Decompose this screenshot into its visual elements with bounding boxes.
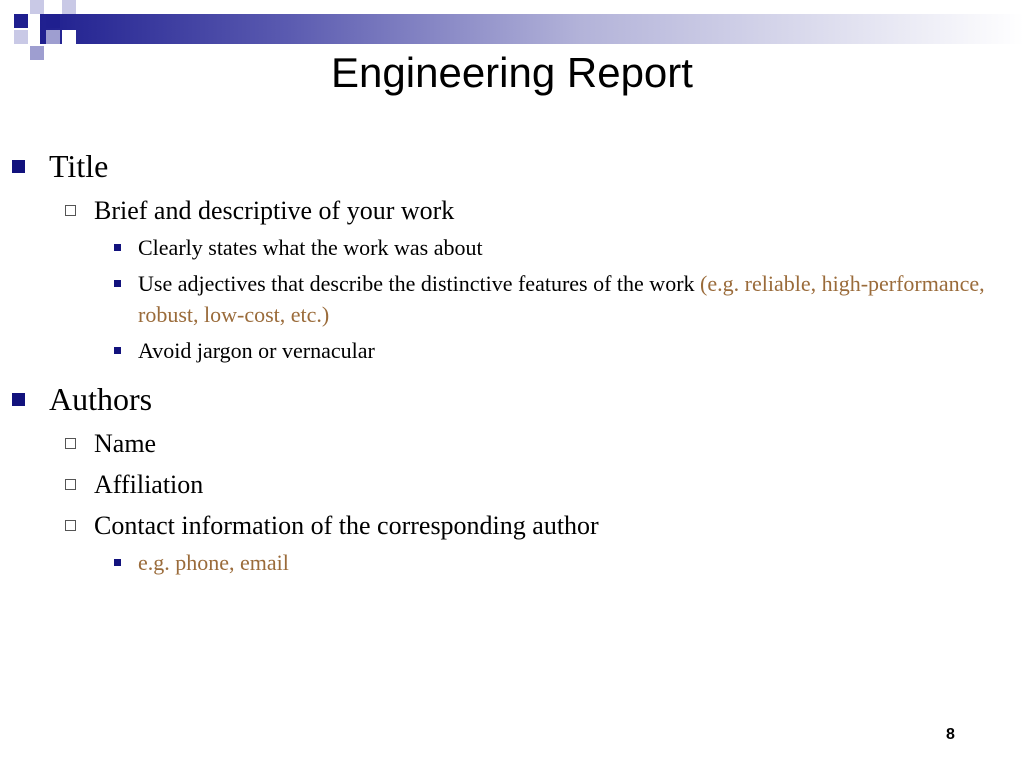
deco-square	[62, 0, 76, 14]
sub-bullet-contact	[12, 509, 1002, 542]
point-use-adjectives-examples: (e.g. reliable, high-performance, robust, low-cost, etc.)	[138, 271, 985, 327]
small-square-bullet-icon	[114, 347, 121, 354]
page-number: 8	[946, 726, 955, 743]
hollow-square-bullet-icon	[65, 479, 76, 490]
point-contact-example-text: e.g. phone, email	[138, 550, 289, 575]
small-square-bullet-icon	[114, 244, 121, 251]
deco-square	[30, 0, 44, 14]
point-clearly-states	[12, 232, 1002, 263]
sub-bullet-brief	[12, 194, 1002, 227]
bullet-authors-text: Authors	[49, 381, 153, 417]
deco-square	[46, 14, 60, 28]
point-use-adjectives-text: Use adjectives that describe the distinctive features of the work	[138, 271, 701, 296]
bullet-title	[12, 146, 1002, 186]
sub-bullet-affiliation	[12, 468, 1002, 501]
deco-square	[14, 30, 28, 44]
sub-bullet-contact-text: Contact information of the corresponding author	[94, 511, 599, 540]
hollow-square-bullet-icon	[65, 205, 76, 216]
point-avoid-jargon	[12, 335, 1002, 366]
sub-bullet-brief-text: Brief and descriptive of your work	[94, 196, 455, 225]
sub-bullet-affiliation-text: Affiliation	[94, 470, 204, 499]
hollow-square-bullet-icon	[65, 438, 76, 449]
deco-square	[14, 14, 28, 28]
deco-square	[62, 30, 76, 44]
small-square-bullet-icon	[114, 559, 121, 566]
sub-bullet-name-text: Name	[94, 429, 157, 458]
point-clearly-states-text: Clearly states what the work was about	[138, 235, 483, 260]
point-use-adjectives	[12, 268, 1002, 330]
hollow-square-bullet-icon	[65, 520, 76, 531]
bullet-authors	[12, 379, 1002, 419]
header-gradient-bar	[40, 14, 1024, 44]
slide-content	[12, 146, 1002, 578]
sub-bullet-name	[12, 427, 1002, 460]
point-avoid-jargon-text: Avoid jargon or vernacular	[138, 338, 375, 363]
deco-square	[46, 30, 60, 44]
square-bullet-icon	[12, 393, 25, 406]
square-bullet-icon	[12, 160, 25, 173]
slide-title: Engineering Report	[331, 49, 693, 96]
small-square-bullet-icon	[114, 280, 121, 287]
bullet-title-text: Title	[49, 148, 109, 184]
point-contact-example	[12, 547, 1002, 578]
